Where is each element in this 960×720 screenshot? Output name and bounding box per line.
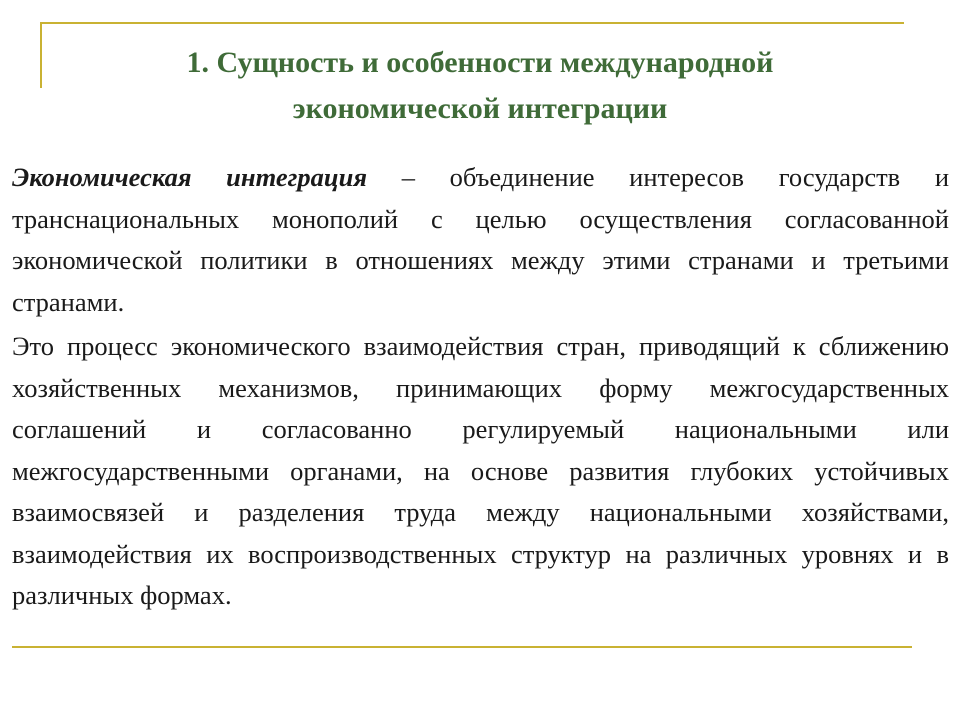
slide-body [12,157,949,617]
definition-paragraph [12,157,949,323]
definition-text: – объединение интересов государств и транснациональных монополий с целью осуществления согласованной экономической политики в отношениях между этими странами и третьими странами. [12,162,949,317]
slide-title [42,40,918,132]
decorative-frame-top-line [40,22,904,24]
explanation-paragraph: Это процесс экономического взаимодействия стран, приводящий к сближению хозяйственных механизмов, принимающих форму межгосударственных соглашений и согласованно регулируемый национальными или межгосударственными органами, на основе развития глубоких устойчивых взаимосвязей и разделения труда между национальными хозяйствами, взаимодействия их воспроизводственных структур на различных уровнях и в различных формах. [12,331,949,610]
decorative-frame-bottom-line [12,646,912,648]
defined-term: Экономическая интеграция [12,162,368,192]
slide-title-line-2: экономической интеграции [292,92,668,125]
slide-title-line-1: 1. Сущность и особенности международной [186,46,774,79]
